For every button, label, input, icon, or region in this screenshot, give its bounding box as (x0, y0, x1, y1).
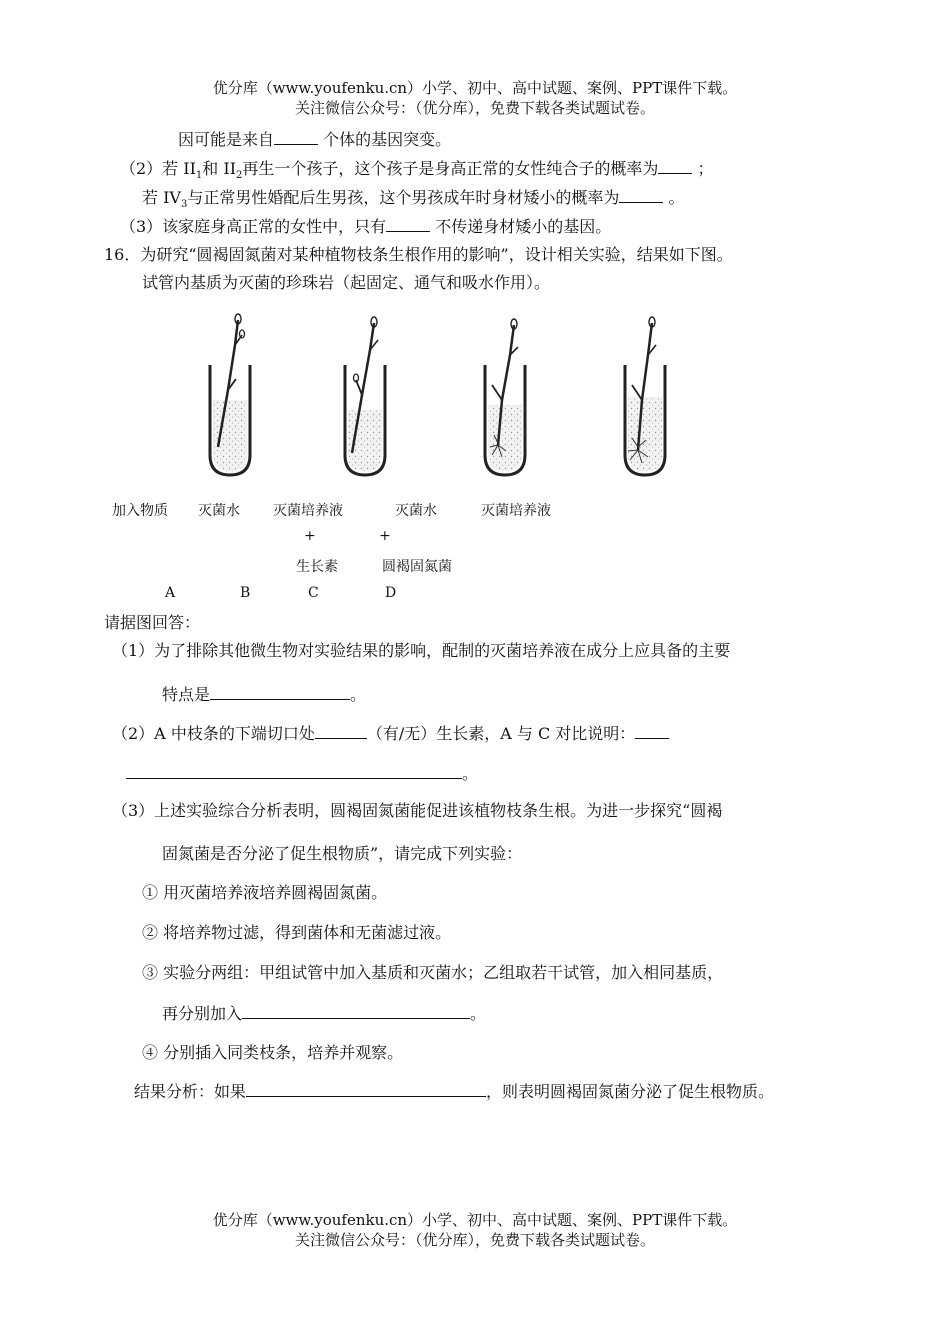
figure-letter-a: A (165, 585, 176, 601)
prev-q-part-3: （3）该家庭身高正常的女性中，只有 不传递身材矮小的基因。 (120, 217, 612, 236)
sub-question-3: （3）上述实验综合分析表明，圆褐固氮菌能促进该植物枝条生根。为进一步探究“圆褐 (112, 801, 723, 820)
sub-question-2-answer-line: 。 (126, 762, 478, 785)
answer-blank[interactable] (315, 722, 367, 739)
answer-blank[interactable] (126, 762, 462, 779)
figure-col-b-label: 灭菌培养液 (273, 503, 343, 519)
answer-blank[interactable] (242, 1002, 470, 1019)
answer-blank[interactable] (658, 157, 692, 174)
test-tube-b (345, 317, 385, 475)
sub-question-2: （2）A 中枝条的下端切口处 （有/无）生长素，A 与 C 对比说明： (112, 722, 669, 745)
q16-stem-line-1: 16．为研究“圆褐固氮菌对某种植物枝条生根作用的影响”，设计相关实验，结果如下图。 (104, 245, 733, 264)
figure-col-b-plus: + (304, 528, 316, 544)
figure-row-label: 加入物质 (112, 503, 168, 519)
step-4: ④ 分别插入同类枝条，培养并观察。 (142, 1043, 404, 1062)
answer-blank[interactable] (619, 186, 663, 203)
answer-blank[interactable] (635, 722, 669, 739)
test-tube-a (210, 314, 250, 475)
answer-blank[interactable] (246, 1080, 486, 1097)
figure-col-d-plus: + (379, 528, 391, 544)
figure-letter-c: C (308, 585, 319, 601)
figure-letter-b: B (240, 585, 251, 601)
q16-stem-line-2: 试管内基质为灭菌的珍珠岩（起固定、通气和吸水作用）。 (142, 273, 551, 292)
header-line-2: 关注微信公众号：（优分库），免费下载各类试题试卷。 (294, 99, 655, 117)
footer-line-1: 优分库（www.youfenku.cn）小学、初中、高中试题、案例、PPT课件下载。 (212, 1211, 738, 1229)
step-3-cont: 再分别加入 。 (162, 1004, 487, 1023)
prev-q-part-2: （2）若 $II_1$和 $II_2$再生一个孩子，这个孩子是身高正常的女性纯合子的概率为 ； (120, 159, 714, 182)
header-line-1: 优分库（www.youfenku.cn）小学、初中、高中试题、案例、PPT课件下载。 (212, 79, 738, 97)
sub-question-3-cont: 固氮菌是否分泌了促生根物质”，请完成下列实验： (162, 844, 523, 863)
result-analysis: 结果分析：如果 ，则表明圆褐固氮菌分泌了促生根物质。 (134, 1082, 775, 1101)
figure-letter-d: D (385, 585, 397, 601)
step-2: ② 将培养物过滤，得到菌体和无菌滤过液。 (142, 923, 452, 942)
prev-q-continuation: 因可能是来自 个体的基因突变。 (178, 130, 452, 149)
question-number: 16． (104, 245, 141, 264)
figure-col-d-label: 灭菌培养液 (481, 503, 551, 519)
figure-col-a-label: 灭菌水 (198, 503, 240, 519)
answer-prompt: 请据图回答： (104, 613, 201, 632)
prev-q-part-2b: 若 $IV_3$与正常男性婚配后生男孩，这个男孩成年时身材矮小的概率为 。 (142, 188, 685, 211)
test-tube-d (625, 317, 665, 475)
test-tubes-figure (180, 305, 680, 485)
answer-blank[interactable] (386, 215, 430, 232)
footer-line-2: 关注微信公众号：（优分库），免费下载各类试题试卷。 (294, 1231, 655, 1249)
figure-col-b-sub: 生长素 (296, 559, 338, 575)
sub-question-1-answer-line: 特点是 。 (162, 685, 367, 704)
figure-col-c-label: 灭菌水 (395, 503, 437, 519)
step-3: ③ 实验分两组：甲组试管中加入基质和灭菌水；乙组取若干试管，加入相同基质， (142, 963, 724, 982)
figure-col-d-sub: 圆褐固氮菌 (382, 559, 452, 575)
answer-blank[interactable] (274, 128, 318, 145)
test-tube-c (485, 319, 525, 475)
step-1: ① 用灭菌培养液培养圆褐固氮菌。 (142, 883, 388, 902)
answer-blank[interactable] (210, 683, 350, 700)
sub-question-1: （1）为了排除其他微生物对实验结果的影响，配制的灭菌培养液在成分上应具备的主要 (112, 641, 731, 660)
